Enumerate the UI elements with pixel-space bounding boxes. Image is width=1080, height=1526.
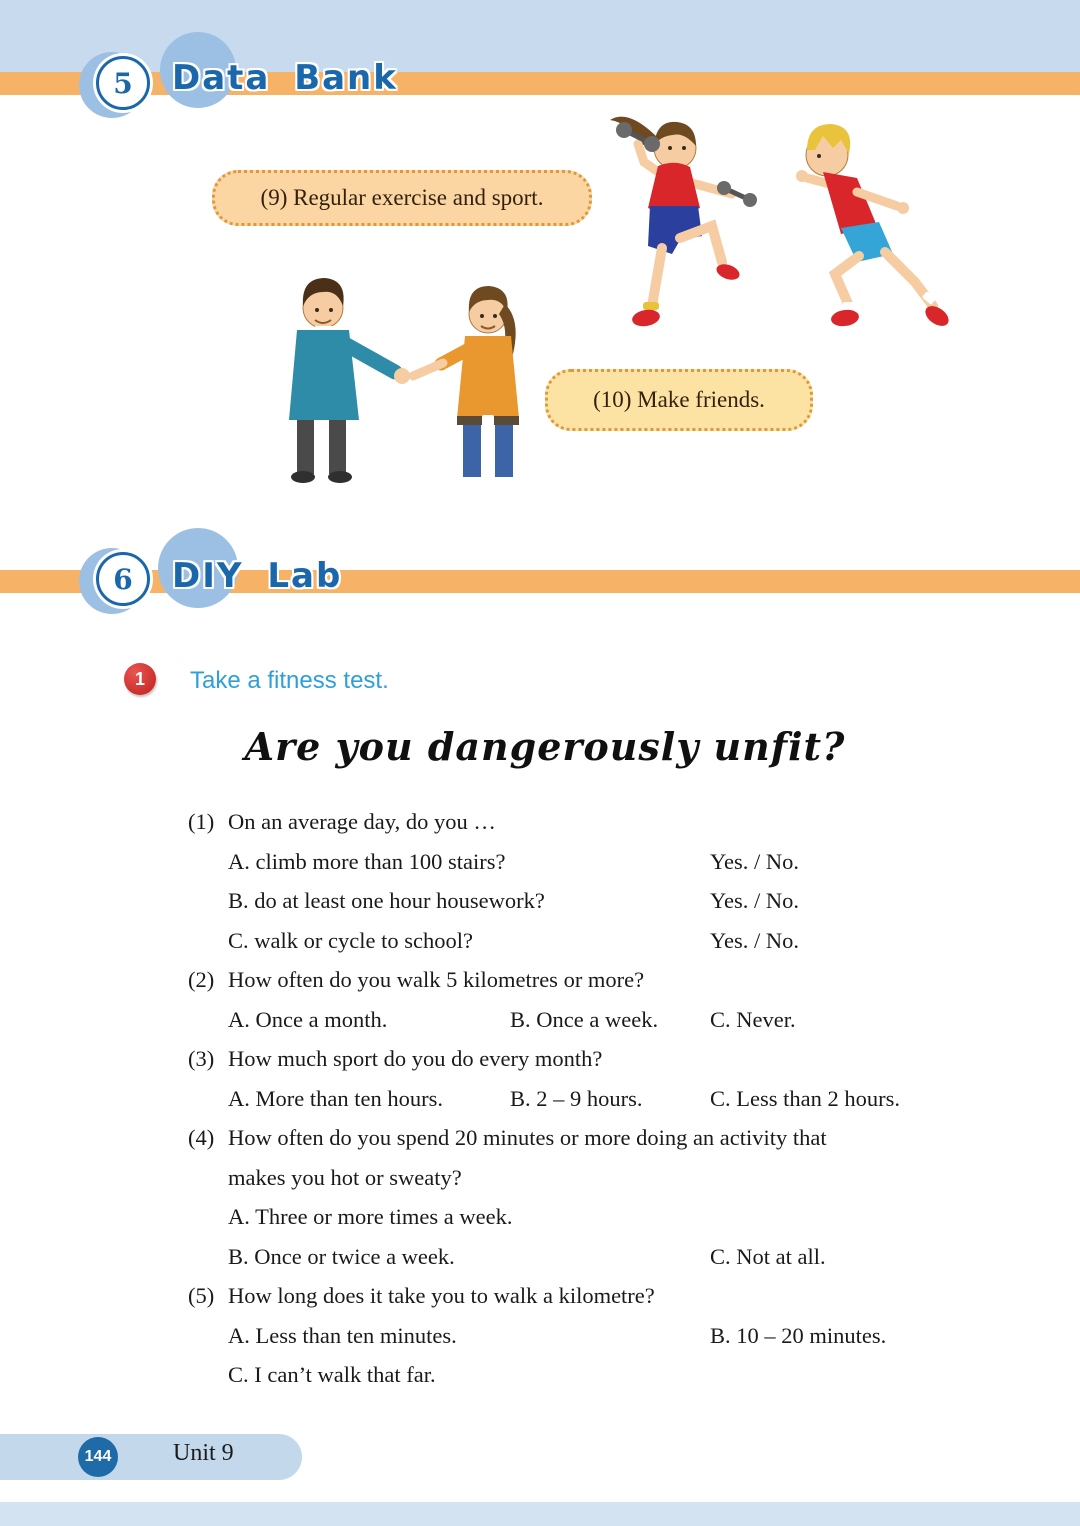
quiz-row bbox=[188, 842, 978, 882]
option-text: B. Once or twice a week. bbox=[228, 1243, 455, 1269]
option-text: C. Never. bbox=[710, 1006, 796, 1032]
section-5-title: Data Bank bbox=[172, 58, 398, 98]
section-6-title: DIY Lab bbox=[172, 556, 343, 596]
question-text: On an average day, do you … bbox=[228, 809, 496, 834]
quiz-row bbox=[188, 1237, 978, 1277]
option-text: A. climb more than 100 stairs? bbox=[228, 848, 506, 874]
unit-label: Unit 9 bbox=[173, 1440, 234, 1466]
quiz-row bbox=[188, 960, 978, 1000]
option-text: A. Once a month. bbox=[228, 1006, 388, 1032]
label-make-friends bbox=[545, 369, 813, 431]
quiz-row bbox=[188, 921, 978, 961]
question-number: (4) bbox=[188, 1125, 215, 1150]
option-answer: Yes. / No. bbox=[710, 888, 799, 913]
quiz-title: Are you dangerously unfit? bbox=[244, 724, 846, 769]
option-text: A. Three or more times a week. bbox=[228, 1204, 513, 1229]
question-text: How long does it take you to walk a kilometre? bbox=[228, 1283, 655, 1308]
option-text: C. I can’t walk that far. bbox=[228, 1362, 436, 1387]
question-number: (3) bbox=[188, 1046, 215, 1071]
quiz-row bbox=[188, 1355, 978, 1395]
quiz-row bbox=[188, 1118, 978, 1158]
section-5-number-badge bbox=[96, 56, 150, 110]
option-answer: Yes. / No. bbox=[710, 927, 799, 953]
quiz-row bbox=[188, 1039, 978, 1079]
question-text: How often do you spend 20 minutes or more doing an activity that bbox=[228, 1125, 827, 1150]
handshake-image bbox=[245, 268, 565, 486]
section-5-number: 5 bbox=[113, 66, 133, 100]
question-text: How often do you walk 5 kilometres or more? bbox=[228, 967, 645, 992]
task-number: 1 bbox=[134, 668, 145, 689]
quiz-row bbox=[188, 1079, 978, 1119]
quiz-row bbox=[188, 1276, 978, 1316]
quiz-row bbox=[188, 1000, 978, 1040]
question-number: (2) bbox=[188, 967, 215, 992]
page-number: 144 bbox=[84, 1448, 112, 1465]
quiz-row bbox=[188, 1197, 978, 1237]
quiz-row bbox=[188, 1316, 978, 1356]
question-number: (1) bbox=[188, 809, 215, 834]
page-number-badge bbox=[78, 1437, 118, 1477]
section-6-number-badge bbox=[96, 552, 150, 606]
question-number: (5) bbox=[188, 1283, 215, 1308]
quiz-row bbox=[188, 881, 978, 921]
question-text: How much sport do you do every month? bbox=[228, 1046, 603, 1071]
label-regular-exercise-text: (9) Regular exercise and sport. bbox=[260, 185, 544, 210]
label-make-friends-text: (10) Make friends. bbox=[593, 387, 765, 412]
question-text: makes you hot or sweaty? bbox=[228, 1164, 462, 1190]
option-text: C. walk or cycle to school? bbox=[228, 927, 473, 953]
footer-pill bbox=[0, 1434, 302, 1480]
option-text: B. Once a week. bbox=[510, 1006, 659, 1032]
quiz-row bbox=[188, 1158, 978, 1198]
option-text: C. Less than 2 hours. bbox=[710, 1085, 900, 1111]
task-number-badge bbox=[124, 663, 156, 695]
label-regular-exercise bbox=[212, 170, 592, 226]
quiz-list bbox=[188, 802, 978, 1395]
exercise-girl-image bbox=[580, 104, 765, 342]
option-text: B. 2 – 9 hours. bbox=[510, 1085, 643, 1111]
option-text: A. More than ten hours. bbox=[228, 1085, 443, 1111]
option-text: A. Less than ten minutes. bbox=[228, 1322, 457, 1348]
section-6-number: 6 bbox=[113, 562, 133, 596]
option-text: B. do at least one hour housework? bbox=[228, 888, 545, 913]
option-text: C. Not at all. bbox=[710, 1243, 826, 1269]
bottom-band bbox=[0, 1502, 1080, 1526]
option-answer: Yes. / No. bbox=[710, 848, 799, 874]
option-text: B. 10 – 20 minutes. bbox=[710, 1322, 887, 1348]
running-boy-image bbox=[765, 110, 960, 338]
task-text: Take a fitness test. bbox=[190, 667, 389, 694]
quiz-row bbox=[188, 802, 978, 842]
